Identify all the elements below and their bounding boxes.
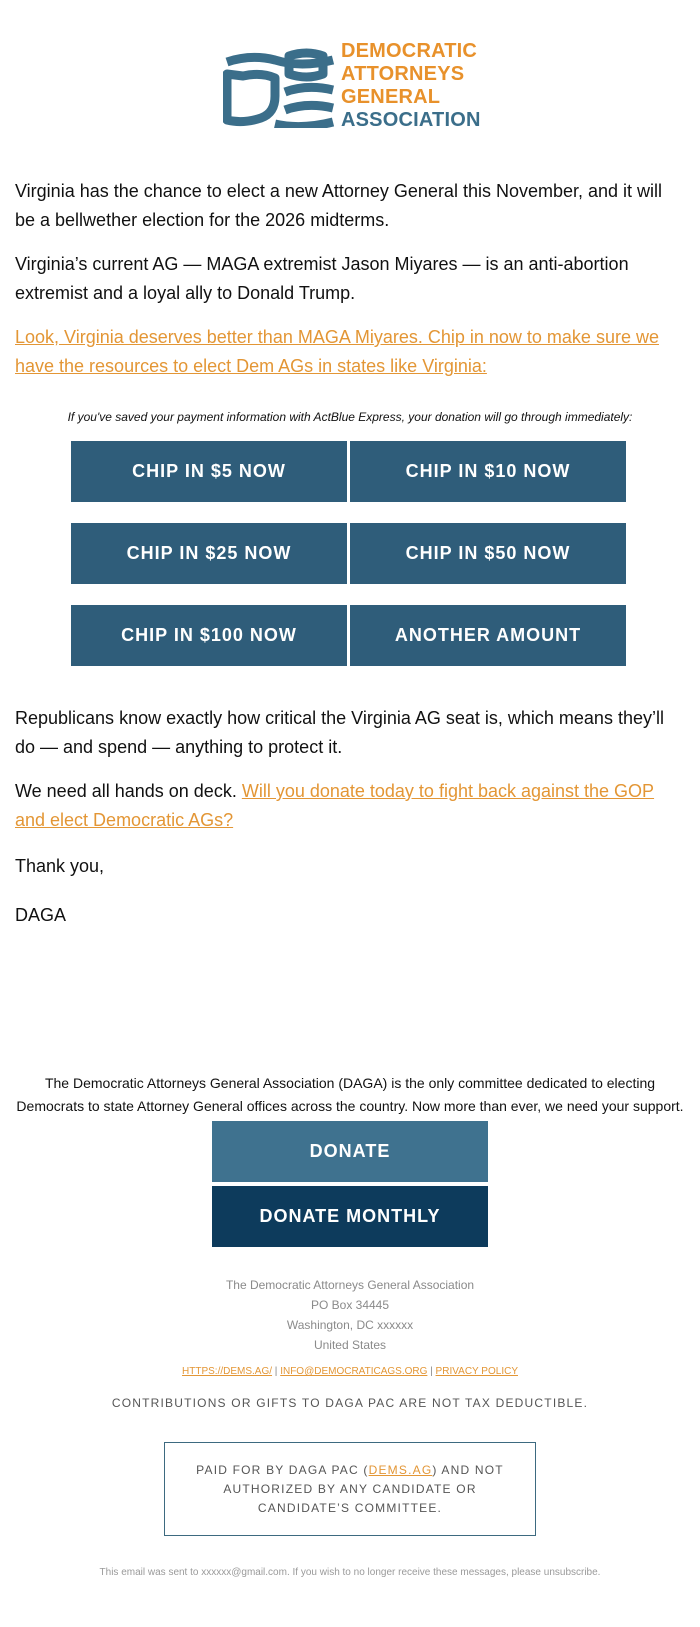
paid-for-disclaimer — [164, 1442, 536, 1536]
daga-flag-logo-icon — [223, 44, 341, 128]
all-hands-prefix: We need all hands on deck. — [15, 781, 242, 801]
paid-for-suffix: ) AND NOT AUTHORIZED BY ANY CANDIDATE OR CANDIDATE’S COMMITTEE. — [223, 1462, 504, 1515]
address-country: United States — [313, 1338, 387, 1352]
chip-in-link[interactable]: Look, Virginia deserves better than MAGA Miyares. Chip in now to make sure we have the resources to elect Dem AGs in states like Virginia: — [15, 327, 659, 376]
address-city: Washington, DC xxxxxx — [286, 1318, 414, 1332]
chip-in-paragraph — [15, 323, 675, 381]
another-amount-button[interactable]: ANOTHER AMOUNT — [350, 605, 626, 666]
thank-you-text: Thank you, — [15, 856, 105, 876]
donate-today-link[interactable]: Will you donate today to fight back against the GOP and elect Democratic AGs? — [15, 781, 655, 830]
logo-line-2: ATTORNEYS — [341, 63, 465, 85]
all-hands-paragraph — [15, 777, 675, 835]
mailing-address — [0, 1275, 700, 1355]
paid-for-prefix: PAID FOR BY DAGA PAC ( — [196, 1462, 369, 1477]
about-daga-text: The Democratic Attorneys General Association (DAGA) is the only committee dedicated to electing Democrats to state Attorney General offices across the country. Now more than ever, we need your support. — [16, 1075, 684, 1114]
miyares-paragraph: Virginia’s current AG — MAGA extremist Jason Miyares — is an anti-abortion extremist and a loyal ally to Donald Trump. — [15, 254, 629, 303]
address-org: The Democratic Attorneys General Association — [225, 1278, 475, 1292]
logo-line-3: GENERAL — [341, 86, 441, 108]
signoff-text: DAGA — [15, 905, 67, 925]
logo-wordmark — [341, 40, 481, 132]
chip-in-100-button[interactable]: CHIP IN $100 NOW — [71, 605, 347, 666]
dems-ag-link[interactable]: DEMS.AG — [368, 1462, 433, 1477]
link-separator: | — [427, 1366, 436, 1377]
chip-in-10-button[interactable]: CHIP IN $10 NOW — [350, 441, 626, 502]
chip-in-5-button[interactable]: CHIP IN $5 NOW — [71, 441, 347, 502]
chip-in-25-button[interactable]: CHIP IN $25 NOW — [71, 523, 347, 584]
actblue-express-note: If you've saved your payment information with ActBlue Express, your donation will go through immediately: — [67, 410, 633, 424]
footer-links — [0, 1366, 700, 1377]
privacy-policy-link[interactable]: PRIVACY POLICY — [435, 1366, 518, 1377]
intro-paragraph: Virginia has the chance to elect a new Attorney General this November, and it will be a bellwether election for the 2026 midterms. — [15, 181, 663, 230]
unsubscribe-notice[interactable]: This email was sent to xxxxxx@gmail.com. If you wish to no longer receive these messages, please unsubscribe. — [99, 1567, 601, 1578]
daga-logo[interactable] — [223, 40, 483, 131]
logo-line-1: DEMOCRATIC — [341, 40, 478, 62]
address-box: PO Box 34445 — [310, 1298, 390, 1312]
republicans-paragraph: Republicans know exactly how critical the Virginia AG seat is, which means they’ll do — and spend — anything to protect it. — [15, 708, 664, 757]
logo-line-4: ASSOCIATION — [341, 109, 481, 131]
donate-button[interactable]: DONATE — [212, 1121, 488, 1182]
not-tax-deductible-notice: CONTRIBUTIONS OR GIFTS TO DAGA PAC ARE NOT TAX DEDUCTIBLE. — [111, 1396, 589, 1410]
donate-monthly-button[interactable]: DONATE MONTHLY — [212, 1186, 488, 1247]
chip-in-50-button[interactable]: CHIP IN $50 NOW — [350, 523, 626, 584]
link-separator: | — [272, 1366, 281, 1377]
website-link[interactable]: HTTPS://DEMS.AG/ — [182, 1366, 273, 1377]
paid-for-text — [181, 1461, 519, 1518]
email-link[interactable]: INFO@DEMOCRATICAGS.ORG — [280, 1366, 428, 1377]
